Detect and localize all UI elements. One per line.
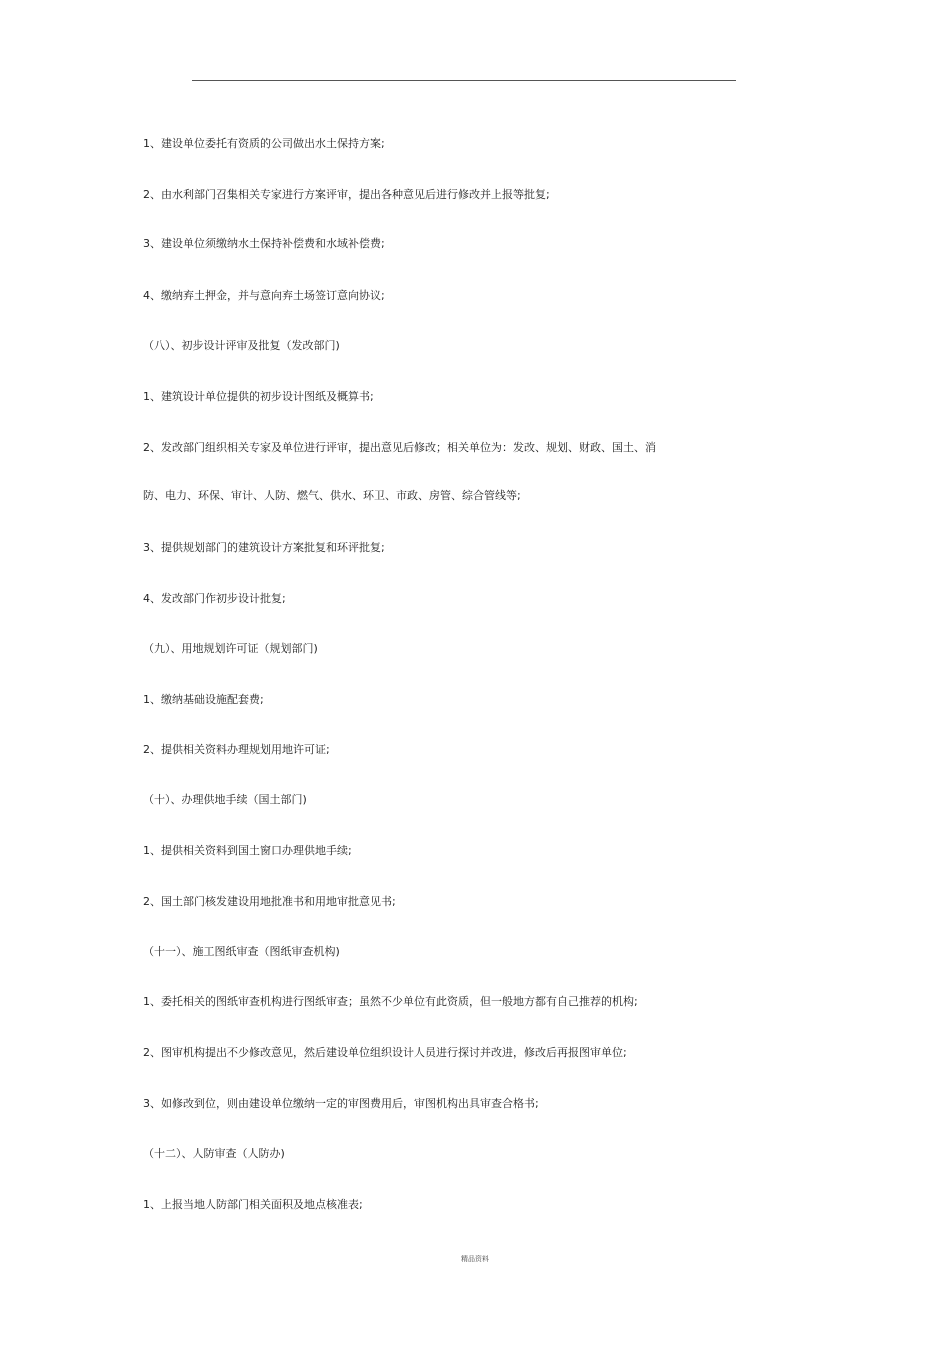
section-heading: （十）、办理供地手续（国土部门) bbox=[143, 793, 307, 806]
text-line: 1、建设单位委托有资质的公司做出水土保持方案; bbox=[143, 137, 385, 150]
text-line: 3、提供规划部门的建筑设计方案批复和环评批复; bbox=[143, 541, 385, 554]
text-line: 1、提供相关资料到国土窗口办理供地手续; bbox=[143, 844, 352, 857]
text-line: 2、发改部门组织相关专家及单位进行评审，提出意见后修改；相关单位为：发改、规划、财政、国土、消 bbox=[143, 441, 656, 454]
text-line: 4、缴纳弃土押金，并与意向弃土场签订意向协议; bbox=[143, 289, 385, 302]
text-line: 3、如修改到位，则由建设单位缴纳一定的审图费用后，审图机构出具审查合格书; bbox=[143, 1097, 539, 1110]
text-line: 4、发改部门作初步设计批复; bbox=[143, 592, 286, 605]
text-line: 1、缴纳基础设施配套费; bbox=[143, 693, 264, 706]
section-heading: （十一）、施工图纸审查（图纸审查机构) bbox=[143, 945, 340, 958]
text-line: 3、建设单位须缴纳水土保持补偿费和水域补偿费; bbox=[143, 237, 385, 250]
text-line: 2、图审机构提出不少修改意见，然后建设单位组织设计人员进行探讨并改进，修改后再报图审单位; bbox=[143, 1046, 627, 1059]
text-line: 防、电力、环保、审计、人防、燃气、供水、环卫、市政、房管、综合管线等; bbox=[143, 489, 521, 502]
section-heading: （九）、用地规划许可证（规划部门) bbox=[143, 642, 318, 655]
text-line: 1、建筑设计单位提供的初步设计图纸及概算书; bbox=[143, 390, 374, 403]
header-rule bbox=[192, 80, 736, 81]
text-line: 2、提供相关资料办理规划用地许可证; bbox=[143, 743, 330, 756]
text-line: 1、委托相关的图纸审查机构进行图纸审查；虽然不少单位有此资质，但一般地方都有自己推荐的机构; bbox=[143, 995, 638, 1008]
text-line: 1、上报当地人防部门相关面积及地点核准表; bbox=[143, 1198, 363, 1211]
text-line: 2、由水利部门召集相关专家进行方案评审，提出各种意见后进行修改并上报等批复; bbox=[143, 188, 550, 201]
section-heading: （八）、初步设计评审及批复（发改部门) bbox=[143, 339, 340, 352]
page-footer: 精品资料 bbox=[461, 1255, 489, 1263]
text-line: 2、国土部门核发建设用地批准书和用地审批意见书; bbox=[143, 895, 396, 908]
section-heading: （十二）、人防审查（人防办) bbox=[143, 1147, 285, 1160]
